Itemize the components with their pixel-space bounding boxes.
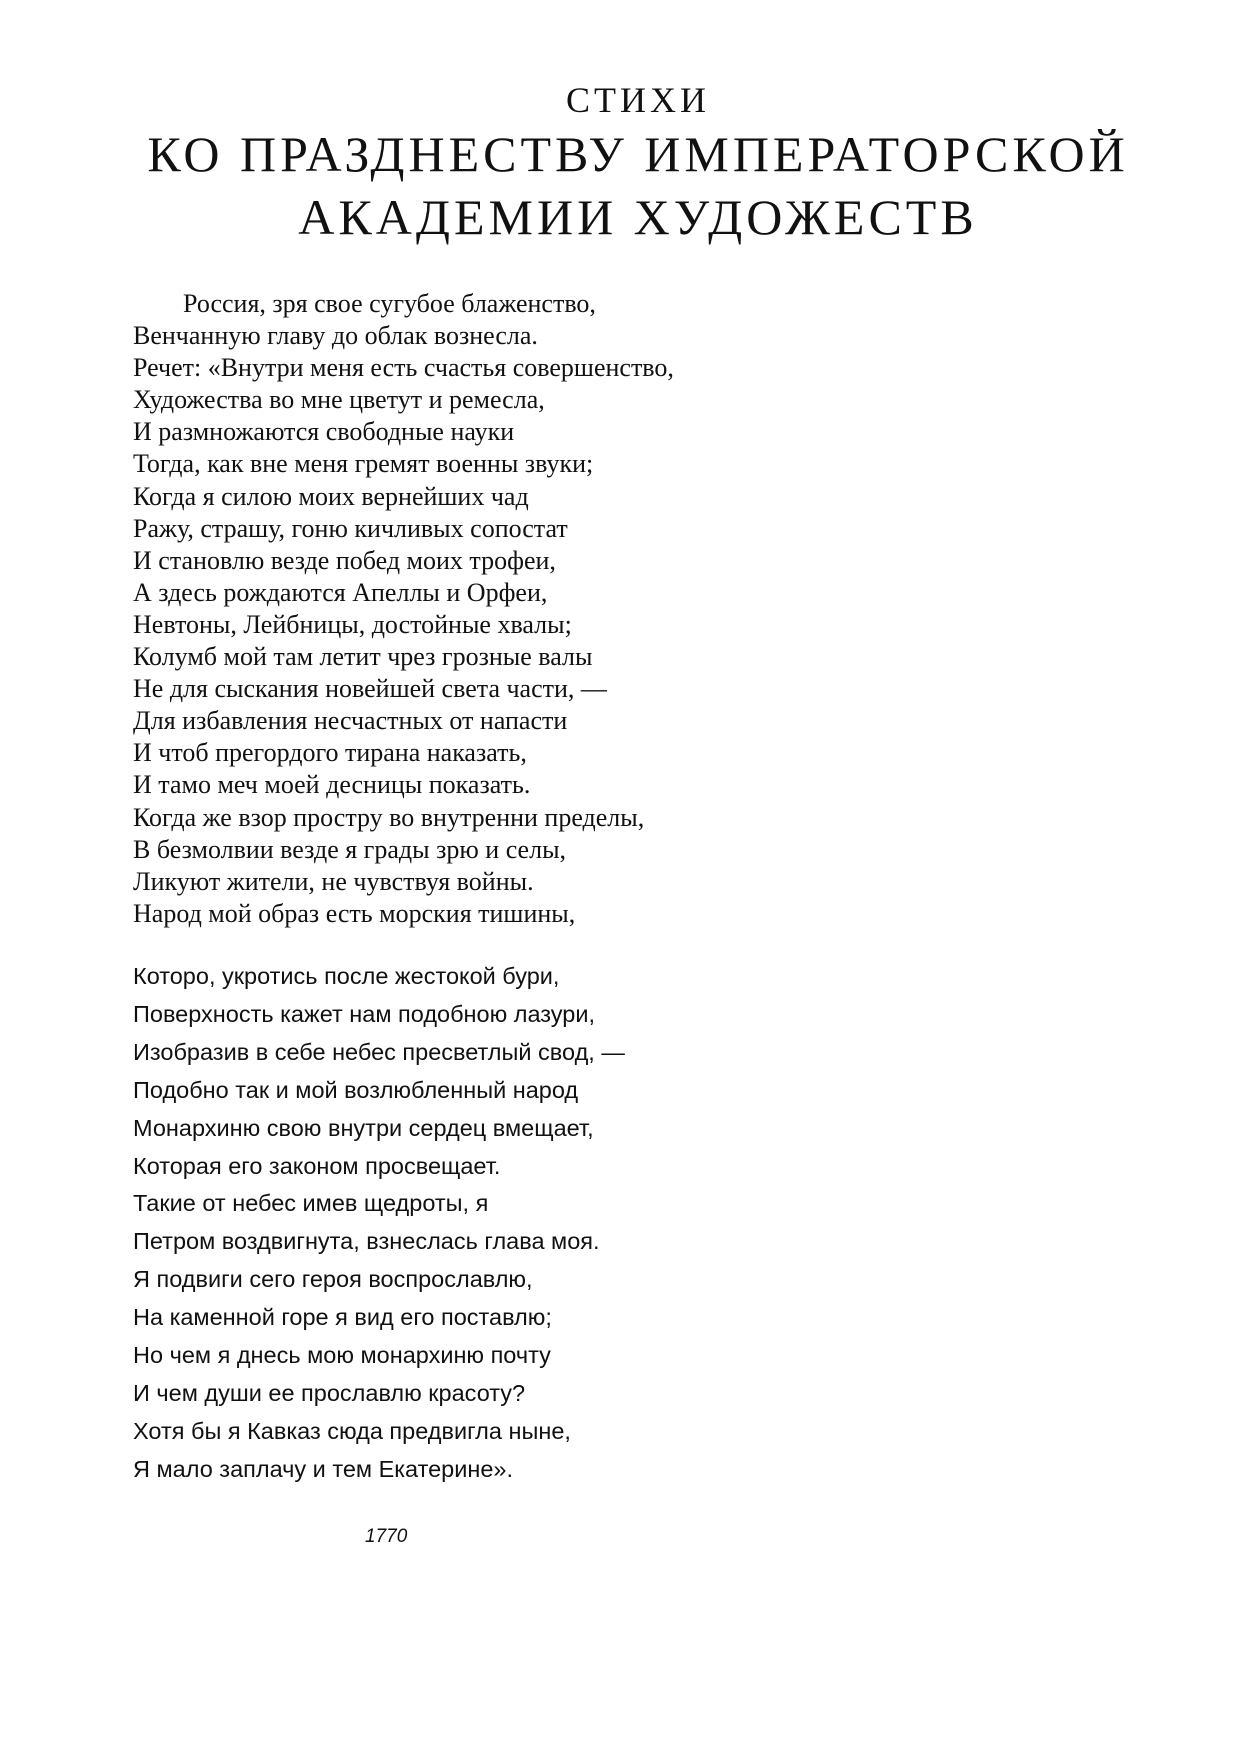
poem-line: Петром воздвигнута, взнеслась глава моя. bbox=[133, 1228, 600, 1255]
title-heading-small: СТИХИ bbox=[566, 80, 710, 120]
poem-line: На каменной горе я вид его поставлю; bbox=[133, 1304, 552, 1331]
poem-line: Невтоны, Лейбницы, достойные хвалы; bbox=[133, 609, 572, 639]
poem-line: Когда же взор простру во внутренни пределы, bbox=[133, 802, 645, 832]
poem-line: Изобразив в себе небес пресветлый свод, — bbox=[133, 1038, 625, 1065]
poem-line: А здесь рождаются Апеллы и Орфеи, bbox=[133, 577, 548, 607]
poem-date: 1770 bbox=[365, 1526, 408, 1547]
poem-line: Для избавления несчастных от напасти bbox=[133, 706, 568, 736]
poem-line: Я подвиги сего героя воспрославлю, bbox=[133, 1266, 533, 1293]
poem-line: Венчанную главу до облак вознесла. bbox=[133, 321, 538, 351]
poem-line: Когда я силою моих вернейших чад bbox=[133, 481, 529, 511]
poem-line: Речет: «Внутри меня есть счастья совершенство, bbox=[133, 353, 674, 383]
poem-line: Тогда, как вне меня гремят военны звуки; bbox=[133, 449, 594, 479]
poem-line: Ражу, страшу, гоню кичливых сопостат bbox=[133, 513, 568, 543]
title-line-2: АКАДЕМИИ ХУДОЖЕСТВ bbox=[298, 189, 978, 245]
poem-line: Художества во мне цветут и ремесла, bbox=[133, 385, 545, 415]
poem-line: Но чем я днесь мою монархиню почту bbox=[133, 1342, 551, 1369]
poem-line: Которая его законом просвещает. bbox=[133, 1152, 501, 1179]
poem-line: И чтоб прегордого тирана наказать, bbox=[133, 738, 527, 768]
title-line-1: КО ПРАЗДНЕСТВУ ИМПЕРАТОРСКОЙ bbox=[147, 126, 1129, 182]
poem-line: Народ мой образ есть морския тишины, bbox=[133, 898, 576, 928]
poem-stanza-2 bbox=[133, 958, 1033, 1489]
poem-line: Такие от небес имев щедроты, я bbox=[133, 1190, 489, 1217]
poem-line: В безмолвии везде я грады зрю и селы, bbox=[133, 834, 567, 864]
poem-line: И тамо меч моей десницы показать. bbox=[133, 770, 531, 800]
poem-line: Колумб мой там летит чрез грозные валы bbox=[133, 642, 593, 672]
poem-line: Поверхность кажет нам подобною лазури, bbox=[133, 1000, 596, 1027]
poem-line: Я мало заплачу и тем Екатерине». bbox=[133, 1455, 514, 1482]
poem-line: Которо, укротись после жестокой бури, bbox=[133, 963, 560, 989]
poem-line: И размножаются свободные науки bbox=[133, 417, 515, 447]
poem-line: И становлю везде побед моих трофеи, bbox=[133, 545, 556, 575]
poem-stanza-1 bbox=[133, 288, 1033, 930]
poem-line: Подобно так и мой возлюбленный народ bbox=[133, 1076, 579, 1103]
poem-line: Ликуют жители, не чувствуя войны. bbox=[133, 866, 534, 896]
poem-line: И чем души ее прославлю красоту? bbox=[133, 1379, 526, 1406]
poem-line: Россия, зря свое сугубое блаженство, bbox=[183, 289, 596, 318]
poem-line: Хотя бы я Кавказ сюда предвигла ныне, bbox=[133, 1417, 571, 1444]
poem-line: Монархиню свою внутри сердец вмещает, bbox=[133, 1114, 594, 1141]
poem-line: Не для сыскания новейшей света части, — bbox=[133, 674, 607, 704]
